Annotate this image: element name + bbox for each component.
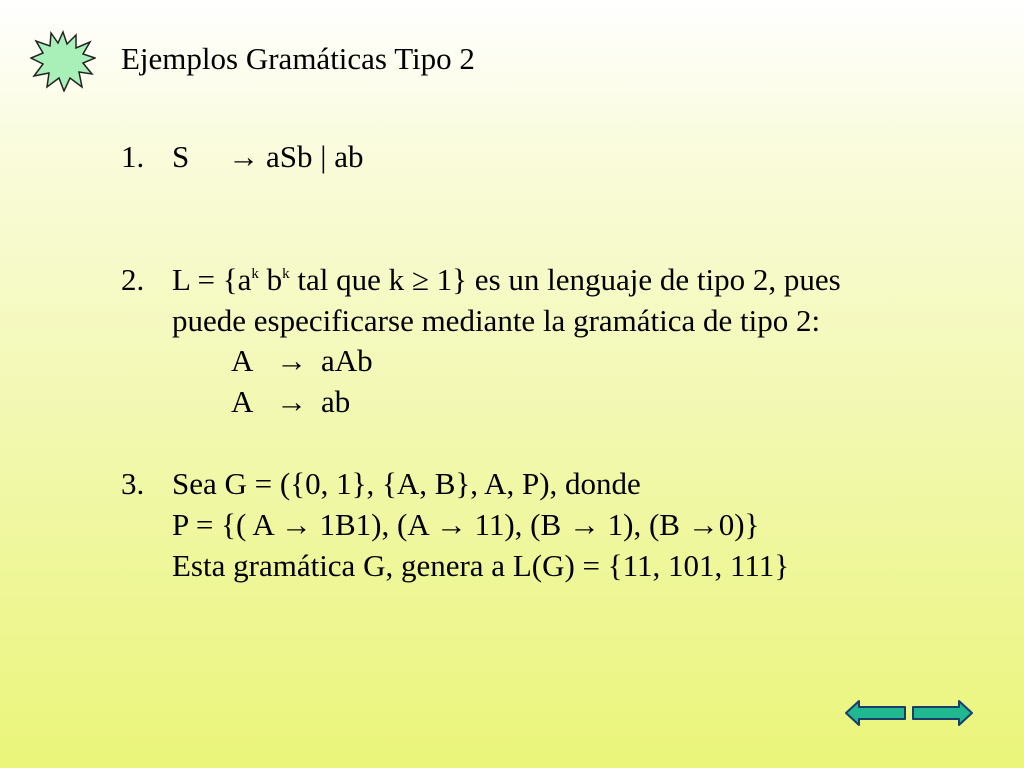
arrow-icon: → — [276, 384, 307, 419]
item-3-line-1 — [0, 465, 1024, 503]
item-2-number: 2. — [121, 262, 145, 297]
superscript-k: k — [251, 266, 259, 282]
rule-rhs: aAb — [321, 343, 373, 378]
item-3-number: 3. — [121, 466, 145, 501]
item-1-rhs: aSb | ab — [266, 139, 364, 174]
arrow-icon: → — [228, 139, 259, 174]
arrow-right-icon — [913, 701, 972, 725]
item-3-line-3 — [0, 547, 1024, 585]
item-2-line-2 — [0, 302, 1024, 340]
prev-slide-button[interactable] — [845, 699, 907, 727]
rule-lhs: A — [231, 384, 254, 419]
item-2-text-c: tal que k ≥ 1} es un lenguaje de tipo 2, pues — [289, 262, 841, 297]
item-3-line-2 — [0, 506, 1024, 544]
item-3-line-2-text: P = {( A → 1B1), (A → 11), (B → 1), (B →0)} — [172, 507, 760, 542]
item-1 — [0, 138, 1024, 176]
rule-rhs: ab — [321, 384, 351, 419]
next-slide-button[interactable] — [911, 699, 973, 727]
item-1-number: 1. — [121, 139, 145, 174]
item-2-text-a: L = {a — [172, 262, 252, 297]
item-3-line-1-text: Sea G = ({0, 1}, {A, B}, A, P), donde — [172, 466, 641, 501]
item-3-line-3-text: Esta gramática G, genera a L(G) = {11, 101, 111} — [172, 548, 790, 583]
starburst-icon — [30, 30, 96, 92]
arrow-icon: → — [276, 343, 307, 378]
item-2-rule-1 — [0, 342, 1024, 380]
slide-title: Ejemplos Gramáticas Tipo 2 — [121, 41, 475, 76]
item-2-text-b: b — [258, 262, 283, 297]
arrow-left-icon — [846, 701, 905, 725]
item-2-line-1 — [0, 261, 1024, 299]
item-1-lhs: S — [172, 139, 190, 174]
item-2-rule-2 — [0, 383, 1024, 421]
item-2-text — [172, 261, 841, 299]
item-2-line-2-text: puede especificarse mediante la gramática de tipo 2: — [172, 303, 821, 338]
rule-lhs: A — [231, 343, 254, 378]
superscript-k: k — [282, 266, 290, 282]
